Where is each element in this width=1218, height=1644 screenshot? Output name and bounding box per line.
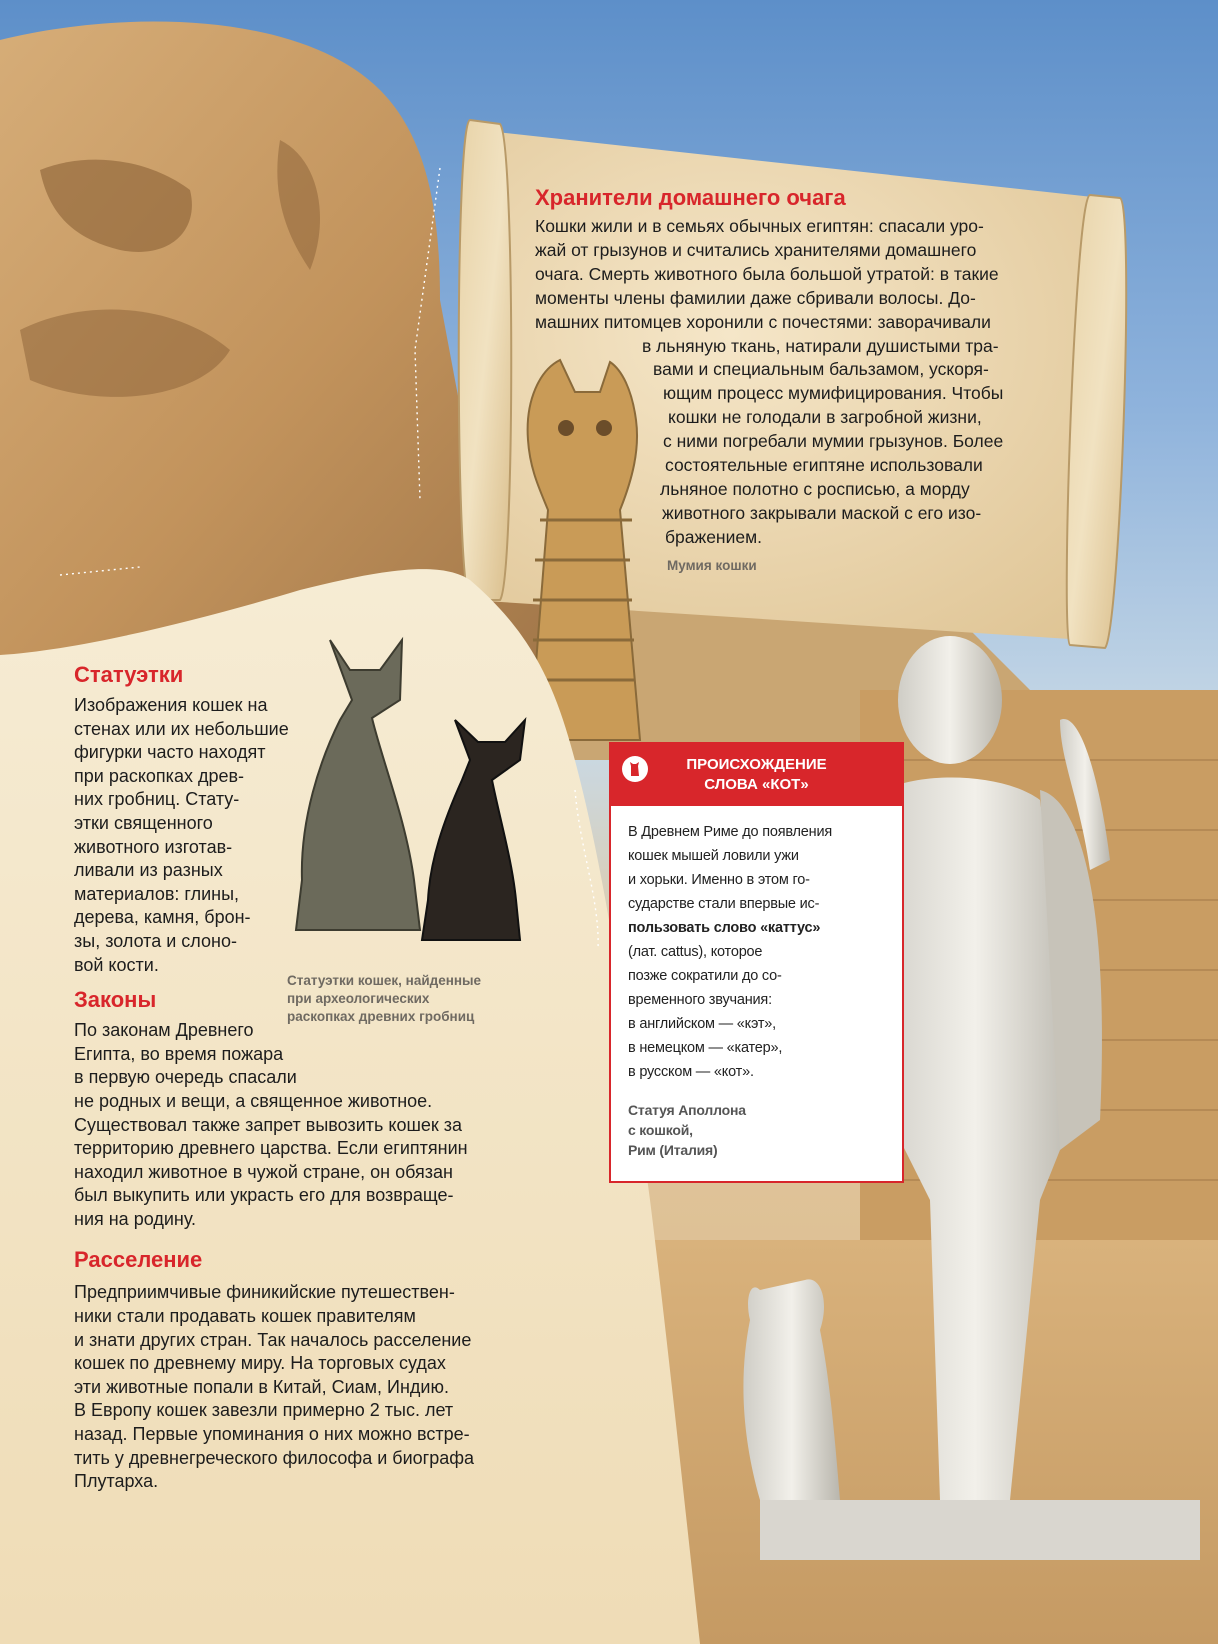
text-line: В Древнем Риме до появления (628, 824, 833, 840)
settlement-paragraph (74, 1281, 514, 1493)
text-line: льняное полотно с росписью, а морду (660, 478, 970, 499)
text-line: в льняную ткань, натирали душистыми тра- (642, 335, 999, 356)
text-line: кошки не голодали в загробной жизни, (668, 407, 982, 428)
text-line: не родных и вещи, а священное животное. (74, 1090, 433, 1111)
text-line: В Европу кошек завезли примерно 2 тыс. лет (74, 1400, 454, 1421)
text-line: в немецком — «катер», (628, 1040, 783, 1056)
text-line: территорию древнего царства. Если египтянин (74, 1138, 468, 1159)
text-line: кошек мышей ловили ужи (628, 848, 799, 864)
statuettes-paragraph (74, 694, 514, 977)
text-line: моменты члены фамилии даже сбривали волосы. До- (535, 287, 976, 308)
text-line: них гробниц. Стату- (74, 789, 240, 810)
text-line: Существовал также запрет вывозить кошек за (74, 1114, 463, 1135)
text-line: фигурки часто находят (74, 742, 266, 763)
text-line: и хорьки. Именно в этом го- (628, 872, 810, 888)
word-origin-title-line1: ПРОИСХОЖДЕНИЕ (686, 756, 827, 773)
word-origin-box (609, 742, 904, 1183)
caption-line: Рим (Италия) (628, 1142, 718, 1158)
text-line: ники стали продавать кошек правителям (74, 1306, 416, 1327)
text-line: тить у древнегреческого философа и биографа (74, 1447, 475, 1468)
text-line: Египта, во время пожара (74, 1043, 284, 1064)
text-line: Предприимчивые финикийские путешествен- (74, 1282, 455, 1303)
text-line: временного звучания: (628, 992, 772, 1008)
text-line: бражением. (665, 526, 762, 547)
text-line: был выкупить или украсть его для возвраще- (74, 1185, 454, 1206)
text-line: пользовать слово «каттус» (628, 920, 821, 936)
text-line: стенах или их небольшие (74, 718, 289, 739)
caption-cat-mummy: Мумия кошки (667, 558, 757, 573)
text-line: сударстве стали впервые ис- (628, 896, 820, 912)
text-line: жай от грызунов и считались хранителями домашнего (535, 239, 977, 260)
hearth-keepers-paragraph (535, 215, 1035, 550)
text-line: состоятельные египтяне использовали (665, 455, 983, 476)
text-line: ливали из разных (74, 860, 223, 881)
scroll-text-block (535, 185, 1035, 550)
caption-line: с кошкой, (628, 1122, 693, 1138)
left-text-column (74, 662, 514, 1494)
text-line: материалов: глины, (74, 883, 240, 904)
word-origin-title-line2: СЛОВА «КОТ» (704, 776, 809, 793)
text-line: эти животные попали в Китай, Сиам, Индию. (74, 1376, 449, 1397)
text-line: ния на родину. (74, 1208, 197, 1229)
heading-laws: Законы (74, 987, 157, 1013)
text-line: животного изготав- (74, 836, 233, 857)
caption-apollo-statue (628, 1100, 902, 1160)
text-line: позже сократили до со- (628, 968, 782, 984)
heading-statuettes: Статуэтки (74, 662, 184, 687)
text-line: Кошки жили и в семьях обычных египтян: спасали уро- (535, 216, 984, 236)
word-origin-body (611, 806, 902, 1160)
caption-line: Статуя Аполлона (628, 1102, 746, 1118)
text-line: машних питомцев хоронили с почестями: заворачивали (535, 311, 991, 332)
text-line: Изображения кошек на (74, 695, 268, 715)
text-line: назад. Первые упоминания о них можно встре- (74, 1424, 470, 1445)
caption-line: Статуэтки кошек, найденные (287, 973, 482, 988)
text-line: ющим процесс мумифицирования. Чтобы (663, 383, 1004, 404)
text-line: животного закрывали маской с его изо- (662, 502, 982, 523)
text-line: дерева, камня, брон- (74, 907, 251, 928)
word-origin-box-header (611, 744, 902, 806)
text-line: Плутарха. (74, 1471, 159, 1492)
text-line: вами и специальным бальзамом, ускоря- (653, 359, 989, 380)
heading-hearth-keepers: Хранители домашнего очага (535, 185, 846, 210)
text-line: в русском — «кот». (628, 1064, 754, 1080)
text-line: и знати других стран. Так началось расселение (74, 1329, 472, 1350)
text-line: при раскопках древ- (74, 765, 245, 786)
caption-cat-statuettes (287, 972, 481, 1026)
text-line: кошек по древнему миру. На торговых судах (74, 1353, 446, 1374)
text-line: зы, золота и слоно- (74, 930, 237, 951)
text-line: в английском — «кэт», (628, 1016, 776, 1032)
caption-line: при археологических (287, 991, 430, 1006)
text-line: находил животное в чужой стране, он обязан (74, 1161, 454, 1182)
cat-logo-icon (622, 756, 648, 782)
heading-settlement: Расселение (74, 1247, 203, 1273)
text-line: с ними погребали мумии грызунов. Более (663, 431, 1004, 452)
text-line: (лат. cattus), которое (628, 944, 763, 960)
laws-paragraph (74, 1019, 514, 1231)
text-line: вой кости. (74, 954, 159, 975)
text-line: По законам Древнего (74, 1020, 254, 1041)
caption-line: раскопках древних гробниц (287, 1009, 475, 1024)
text-line: очага. Смерть животного была большой утратой: в такие (535, 263, 999, 284)
text-line: в первую очередь спасали (74, 1067, 297, 1088)
text-line: этки священного (74, 812, 213, 833)
